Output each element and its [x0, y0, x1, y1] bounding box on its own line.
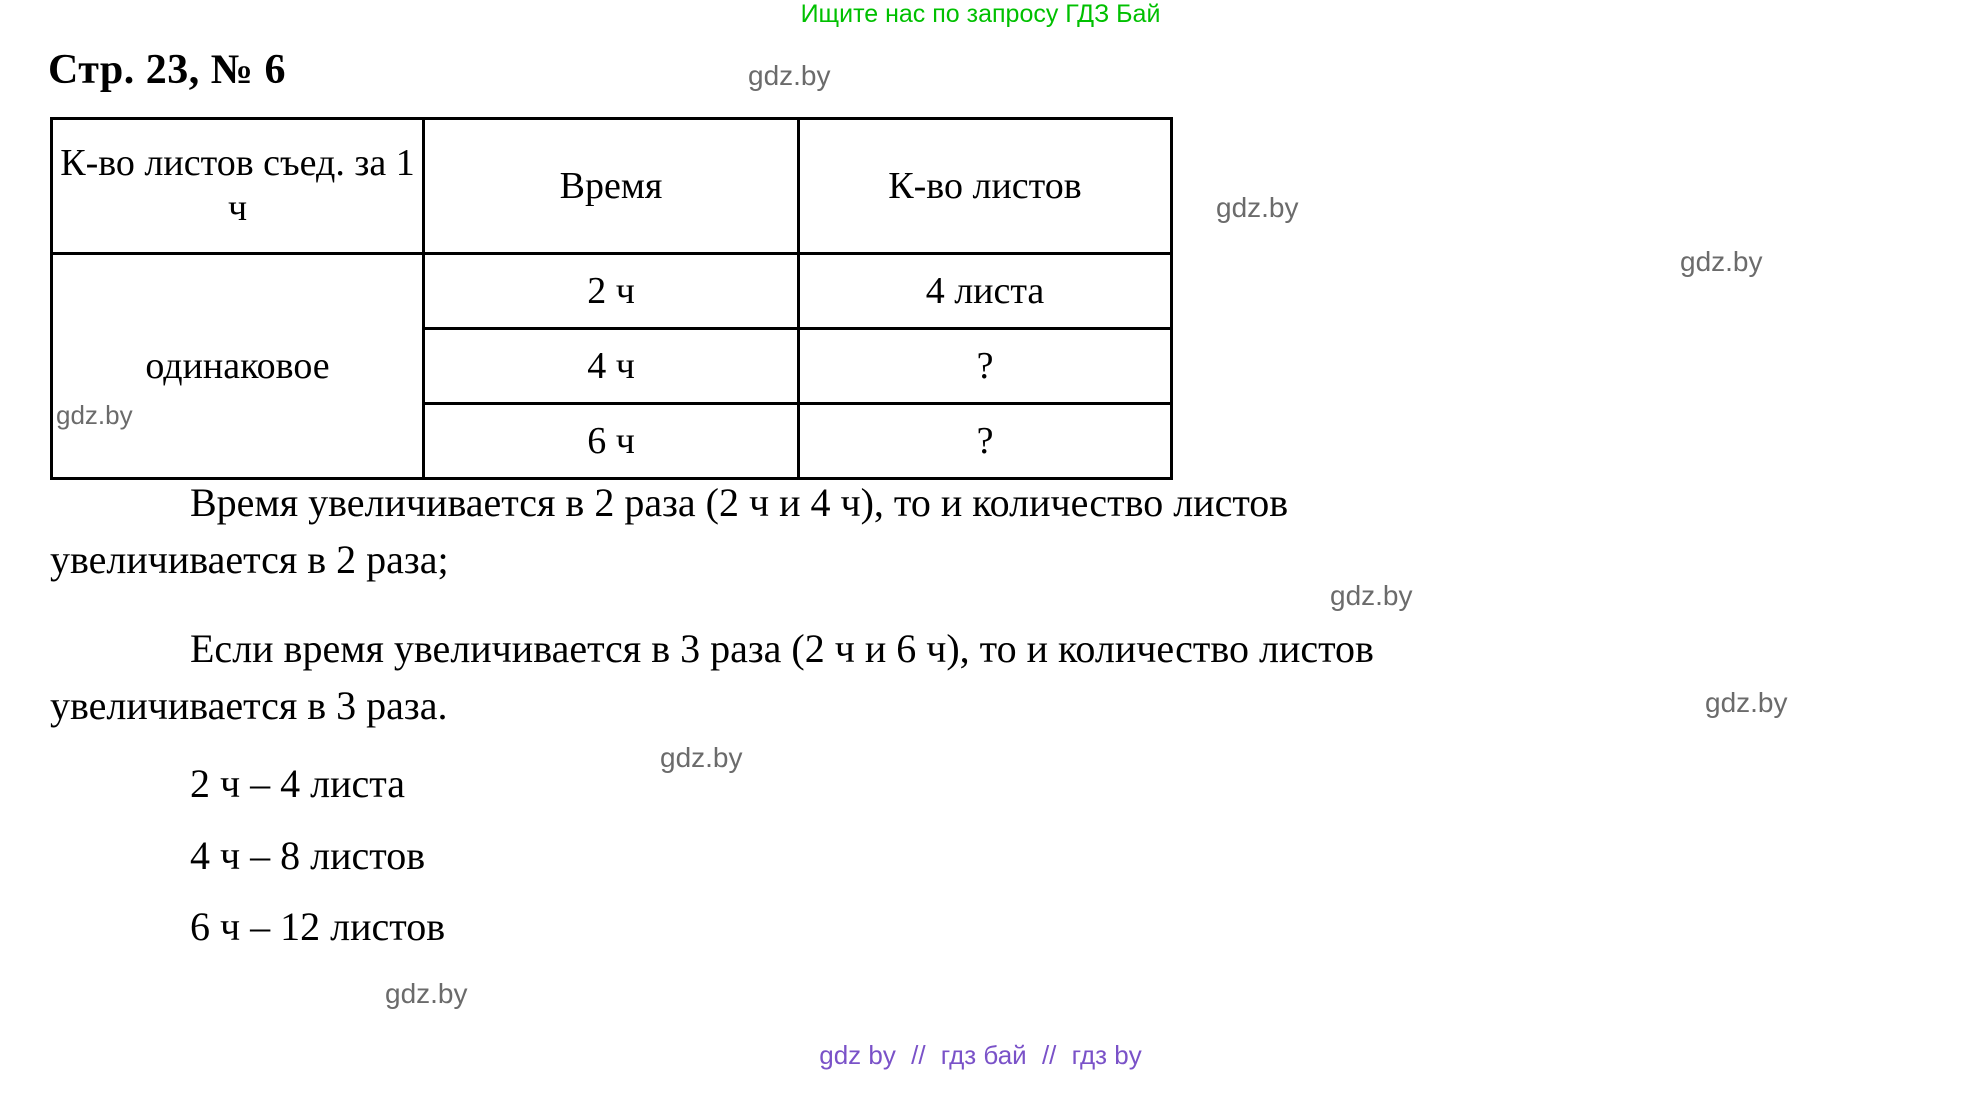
table-cell-time-3: 6 ч	[424, 404, 799, 479]
answer-line-3: 6 ч – 12 листов	[190, 904, 446, 949]
watermark-6: gdz.by	[1705, 687, 1788, 718]
table-row	[52, 254, 1172, 329]
footer-item-1: gdz by	[819, 1040, 896, 1070]
table-cell-sheets-1: 4 листа	[799, 254, 1172, 329]
watermark-2: gdz.by	[1216, 192, 1299, 223]
watermark-4: gdz.by	[56, 400, 133, 430]
explanation-paragraph-1	[50, 475, 1288, 589]
paragraph-2-line-1-text: Если время увеличивается в 3 раза (2 ч и 6 ч), то и количество листов	[190, 626, 1374, 671]
table-cell-time-1: 2 ч	[424, 254, 799, 329]
paragraph-1-line-1	[50, 475, 1288, 532]
table-header-cell-time: Время	[424, 119, 799, 254]
paragraph-2-line-2: увеличивается в 3 раза.	[50, 682, 448, 728]
answer-line-1: 2 ч – 4 листа	[190, 761, 405, 806]
paragraph-1-line-2: увеличивается в 2 раза;	[50, 536, 449, 582]
table-header-cell-sheets-per-hour: К-во листов съед. за 1 ч	[52, 119, 424, 254]
footer-separator-1: //	[911, 1040, 926, 1070]
watermark-5: gdz.by	[1330, 580, 1413, 611]
watermark-3: gdz.by	[1680, 246, 1763, 277]
footer-separator-2: //	[1041, 1040, 1057, 1070]
footer-item-2: гдз бай	[940, 1040, 1027, 1070]
problem-table	[50, 117, 1173, 480]
watermark-7: gdz.by	[660, 742, 743, 773]
table-cell-sheets-2: ?	[799, 329, 1172, 404]
footer	[0, 1040, 1961, 1071]
table-header-row	[52, 119, 1172, 254]
watermark-1: gdz.by	[748, 60, 831, 91]
explanation-paragraph-2	[50, 621, 1374, 735]
page-title: Стр. 23, № 6	[48, 47, 286, 93]
watermark-8: gdz.by	[385, 978, 468, 1009]
site-banner: Ищите нас по запросу ГДЗ Бай	[800, 0, 1161, 28]
paragraph-2-line-1	[50, 621, 1374, 678]
footer-item-3: гдз by	[1071, 1040, 1142, 1070]
table-cell-time-2: 4 ч	[424, 329, 799, 404]
table-header-cell-sheets: К-во листов	[799, 119, 1172, 254]
paragraph-1-line-1-text: Время увеличивается в 2 раза (2 ч и 4 ч), то и количество листов	[190, 480, 1289, 525]
table-cell-sheets-3: ?	[799, 404, 1172, 479]
table-cell-merged-same: одинаковое	[52, 254, 424, 479]
answer-line-2: 4 ч – 8 листов	[190, 833, 426, 878]
